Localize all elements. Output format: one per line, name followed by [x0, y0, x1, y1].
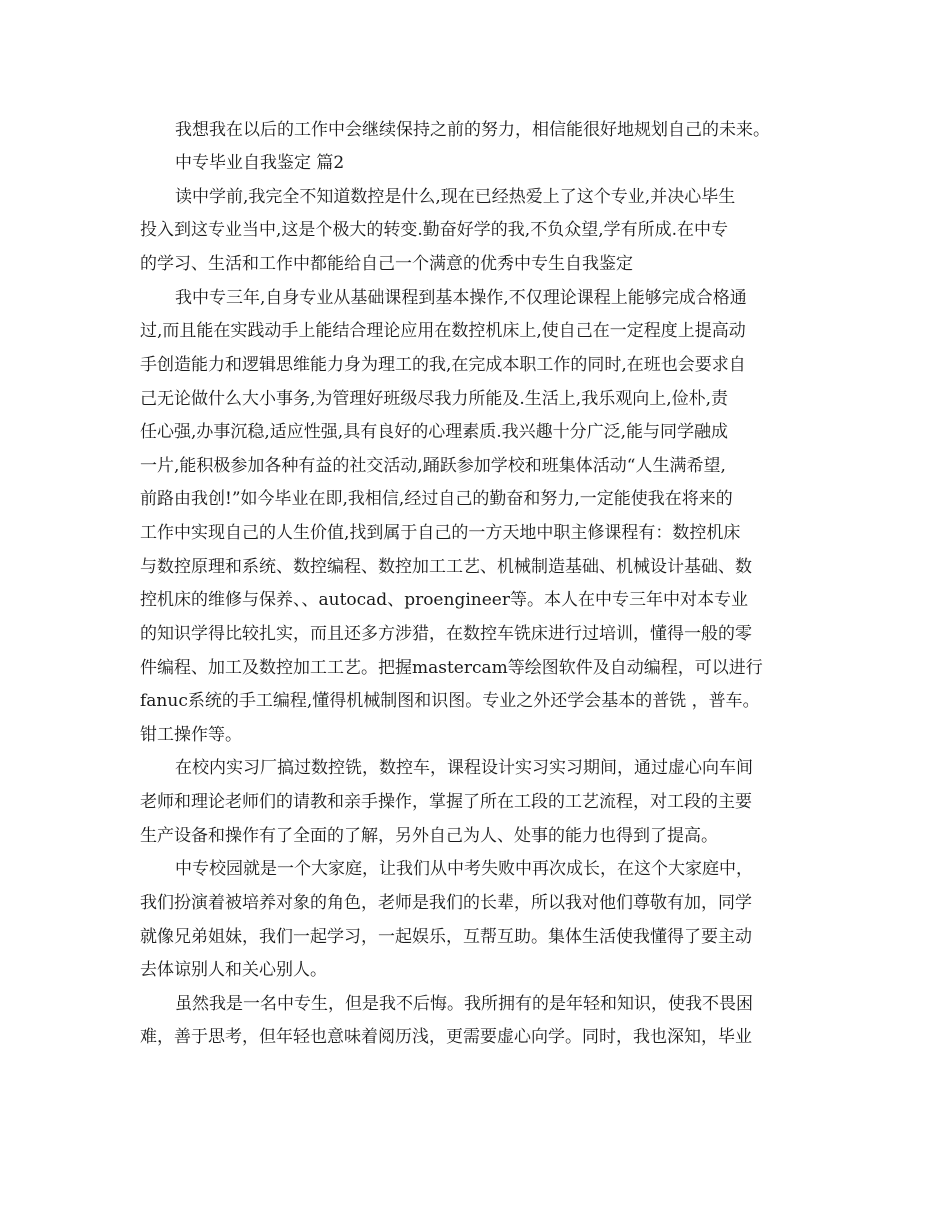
paragraph-line: 件编程、加工及数控加工工艺。把握mastercam等绘图软件及自动编程，可以进行: [140, 658, 763, 678]
paragraph-line: 中专校园就是一个大家庭，让我们从中考失败中再次成长，在这个大家庭中，: [175, 859, 753, 879]
paragraph-line: 就像兄弟姐妹，我们一起学习，一起娱乐，互帮互助。集体生活使我懂得了要主动: [140, 927, 752, 947]
paragraph-line: 前路由我创!”如今毕业在即,我相信,经过自己的勤奋和努力,一定能使我在将来的: [140, 489, 733, 509]
paragraph-line: 钳工操作等。: [140, 725, 242, 745]
paragraph-line: 手创造能力和逻辑思维能力身为理工的我,在完成本职工作的同时,在班也会要求自: [140, 355, 746, 375]
paragraph-line: 在校内实习厂搞过数控铣，数控车，课程设计实习实习期间，通过虚心向车间: [175, 758, 753, 778]
paragraph-line: 难，善于思考，但年轻也意味着阅历浅，更需要虚心向学。同时，我也深知，毕业: [140, 1027, 752, 1047]
paragraph-line: 去体谅别人和关心别人。: [140, 960, 327, 980]
paragraph-line: 我想我在以后的工作中会继续保持之前的努力，相信能很好地规划自己的未来。: [175, 120, 770, 140]
paragraph-line: 与数控原理和系统、数控编程、数控加工工艺、机械制造基础、机械设计基础、数: [140, 557, 752, 577]
paragraph-line: 己无论做什么大小事务,为管理好班级尽我力所能及.生活上,我乐观向上,俭朴,责: [140, 389, 729, 409]
paragraph-line: 我们扮演着被培养对象的角色，老师是我们的长辈，所以我对他们尊敬有加，同学: [140, 893, 752, 913]
paragraph-line: 工作中实现自己的人生价值,找到属于自己的一方天地中职主修课程有：数控机床: [140, 523, 741, 543]
paragraph-line: 的学习、生活和工作中都能给自己一个满意的优秀中专生自我鉴定: [140, 254, 633, 274]
paragraph-line: 读中学前,我完全不知道数控是什么,现在已经热爱上了这个专业,并决心毕生: [175, 187, 736, 207]
paragraph-line: 投入到这专业当中,这是个极大的转变.勤奋好学的我,不负众望,学有所成.在中专: [140, 220, 729, 240]
paragraph-line: 的知识学得比较扎实，而且还多方涉猎，在数控车铣床进行过培训，懂得一般的零: [140, 624, 752, 644]
paragraph-line: fanuc系统的手工编程,懂得机械制图和识图。专业之外还学会基本的普铣 ，普车。: [140, 691, 760, 711]
paragraph-line: 我中专三年,自身专业从基础课程到基本操作,不仅理论课程上能够完成合格通: [175, 288, 747, 308]
paragraph-line: 一片,能积极参加各种有益的社交活动,踊跃参加学校和班集体活动“人生满希望,: [140, 456, 726, 476]
paragraph-line: 过,而且能在实践动手上能结合理论应用在数控机床上,使自己在一定程度上提高动: [140, 321, 746, 341]
section-heading: 中专毕业自我鉴定 篇2: [175, 153, 345, 173]
paragraph-line: 任心强,办事沉稳,适应性强,具有良好的心理素质.我兴趣十分广泛,能与同学融成: [140, 422, 729, 442]
paragraph-line: 老师和理论老师们的请教和亲手操作，掌握了所在工段的工艺流程，对工段的主要: [140, 792, 752, 812]
paragraph-line: 虽然我是一名中专生，但是我不后悔。我所拥有的是年轻和知识，使我不畏困: [175, 994, 753, 1014]
paragraph-line: 生产设备和操作有了全面的了解，另外自己为人、处事的能力也得到了提高。: [140, 826, 718, 846]
paragraph-line: 控机床的维修与保养、、autocad、proengineer等。本人在中专三年中对本专业: [140, 590, 748, 610]
